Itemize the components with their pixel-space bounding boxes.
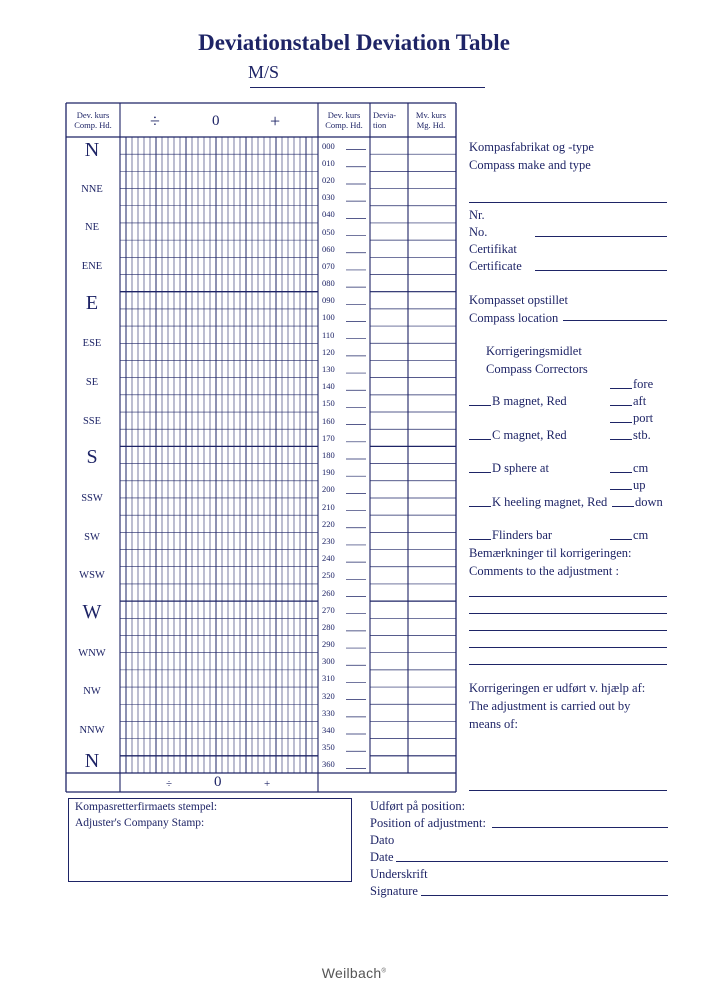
location-label: Kompasset opstillet Compass location <box>469 293 568 325</box>
nr-label: Nr. <box>469 208 485 222</box>
degree-label: 090 <box>322 295 335 306</box>
degree-label: 140 <box>322 381 335 392</box>
certificate-label: Certificate <box>469 259 522 273</box>
comment-line[interactable] <box>469 596 667 597</box>
degree-label: 260 <box>322 587 335 598</box>
page-title: Deviationstabel Deviation Table <box>198 30 510 55</box>
stamp-label: Kompasretterfirmaets stempel: Adjuster's Company Stamp: <box>75 801 218 829</box>
compass-point-ne: NE <box>85 222 99 234</box>
degree-label: 330 <box>322 707 335 718</box>
up-label: up <box>633 478 646 492</box>
degree-label: 030 <box>322 192 335 203</box>
header-dev-kurs-right: Dev. kurs Comp. Hd. <box>325 110 363 130</box>
compass-make-field[interactable] <box>469 202 667 203</box>
degree-label: 200 <box>322 484 335 495</box>
date-field[interactable] <box>396 861 668 862</box>
k-heeling-label: K heeling magnet, Red <box>492 495 608 509</box>
header-dev-kurs: Dev. kurs Comp. Hd. <box>74 110 112 130</box>
degree-label: 350 <box>322 742 335 753</box>
degree-label: 000 <box>322 140 335 151</box>
comments-label: Bemærkninger til korrigeringen: Comments to the adjustment : <box>469 546 632 578</box>
aft-field[interactable] <box>610 405 632 406</box>
correctors-title: Korrigeringsmidlet Compass Correctors <box>486 344 588 376</box>
degree-label: 310 <box>322 673 335 684</box>
degree-label: 300 <box>322 656 335 667</box>
header-plus: + <box>270 111 281 131</box>
carried-out-label: Korrigeringen er udført v. hjælp af: The adjustment is carried out by means of: <box>469 681 646 731</box>
compass-point-wnw: WNW <box>78 647 106 659</box>
degree-label: 160 <box>322 415 335 426</box>
footer-plus: + <box>264 778 271 790</box>
compass-make-label: Kompasfabrikat og -type Compass make and type <box>469 140 594 172</box>
footer-zero: 0 <box>214 774 222 790</box>
compass-point-n: N <box>84 139 100 161</box>
compass-point-s: S <box>86 446 98 469</box>
degree-label: 050 <box>322 226 335 237</box>
compass-point-sse: SSE <box>82 415 102 427</box>
k-heeling-field[interactable] <box>469 506 491 507</box>
degree-label: 290 <box>322 639 335 650</box>
compass-point-ese: ESE <box>82 338 102 350</box>
degree-label: 100 <box>322 312 335 323</box>
header-deviation: Devia- tion <box>373 110 397 130</box>
c-magnet-label: C magnet, Red <box>492 428 567 442</box>
port-field[interactable] <box>610 422 632 423</box>
degree-label: 340 <box>322 725 335 736</box>
stb-field[interactable] <box>610 439 632 440</box>
up-field[interactable] <box>610 489 632 490</box>
header-zero: 0 <box>212 113 220 129</box>
degree-label: 250 <box>322 570 335 581</box>
degree-label: 150 <box>322 398 335 409</box>
degree-label: 190 <box>322 467 335 478</box>
flinders-label: Flinders bar <box>492 528 553 542</box>
underskrift-label: Underskrift <box>370 867 428 881</box>
compass-point-nw: NW <box>83 686 101 698</box>
certificate-field[interactable] <box>535 270 667 271</box>
certifikat-label: Certifikat <box>469 242 517 256</box>
degree-label: 240 <box>322 553 335 564</box>
no-label: No. <box>469 225 488 239</box>
degree-label: 270 <box>322 604 335 615</box>
compass-point-nne: NNE <box>81 183 103 195</box>
compass-point-w: W <box>82 601 102 624</box>
comment-line[interactable] <box>469 613 667 614</box>
carried-out-field[interactable] <box>469 790 667 791</box>
fore-label: fore <box>633 377 654 391</box>
aft-label: aft <box>633 394 647 408</box>
flinders-cm-label: cm <box>633 528 649 542</box>
udfort-label: Udført på position: <box>370 799 466 813</box>
degree-label: 120 <box>322 346 335 357</box>
degree-label: 220 <box>322 518 335 529</box>
degree-label: 170 <box>322 432 335 443</box>
degree-label: 360 <box>322 759 335 770</box>
stb-label: stb. <box>633 428 651 442</box>
compass-point-nnw: NNW <box>79 725 105 737</box>
brand-logo: Weilbach® <box>321 965 387 981</box>
position-label: Position of adjustment: <box>370 816 486 830</box>
down-label: down <box>635 495 663 509</box>
position-field[interactable] <box>492 827 668 828</box>
degree-label: 130 <box>322 364 335 375</box>
footer-minus: ÷ <box>166 778 173 790</box>
d-sphere-label: D sphere at <box>492 461 549 475</box>
degree-label: 080 <box>322 278 335 289</box>
degree-label: 210 <box>322 501 335 512</box>
degree-label: 040 <box>322 209 335 220</box>
compass-point-e: E <box>85 291 99 314</box>
degree-label: 070 <box>322 260 335 271</box>
d-sphere-cm-field[interactable] <box>610 472 632 473</box>
fore-field[interactable] <box>610 388 632 389</box>
compass-point-ene: ENE <box>81 261 103 273</box>
compass-point-sw: SW <box>84 531 100 543</box>
header-mv-kurs: Mv. kurs Mg. Hd. <box>415 110 447 130</box>
compass-point-ssw: SSW <box>81 493 103 505</box>
degree-label: 110 <box>322 329 335 340</box>
compass-point-wsw: WSW <box>79 570 105 582</box>
flinders-cm-field[interactable] <box>610 539 632 540</box>
degree-label: 020 <box>322 174 335 185</box>
down-field[interactable] <box>612 506 634 507</box>
cm-label: cm <box>633 461 649 475</box>
dato-label: Dato <box>370 833 395 847</box>
d-sphere-field[interactable] <box>469 472 491 473</box>
b-magnet-label: B magnet, Red <box>492 394 567 408</box>
comment-line[interactable] <box>469 647 667 648</box>
signature-field[interactable] <box>421 895 668 896</box>
degree-label: 180 <box>322 450 335 460</box>
c-magnet-field[interactable] <box>469 439 491 440</box>
degree-label: 060 <box>322 243 335 254</box>
header-minus: ÷ <box>150 111 160 131</box>
degree-label: 230 <box>322 535 335 546</box>
no-field[interactable] <box>535 236 667 237</box>
location-field[interactable] <box>563 320 667 321</box>
signature-label: Signature <box>370 884 418 898</box>
ship-prefix: M/S <box>248 62 280 82</box>
compass-point-n-end: N <box>84 749 100 772</box>
degree-label: 320 <box>322 690 335 701</box>
b-magnet-field[interactable] <box>469 405 491 406</box>
comment-line[interactable] <box>469 630 667 631</box>
port-label: port <box>633 411 654 425</box>
degree-label: 280 <box>322 621 335 632</box>
date-label: Date <box>370 850 394 864</box>
compass-point-se: SE <box>85 377 99 389</box>
degree-label: 010 <box>322 157 335 168</box>
comment-line[interactable] <box>469 664 667 665</box>
flinders-field[interactable] <box>469 539 491 540</box>
